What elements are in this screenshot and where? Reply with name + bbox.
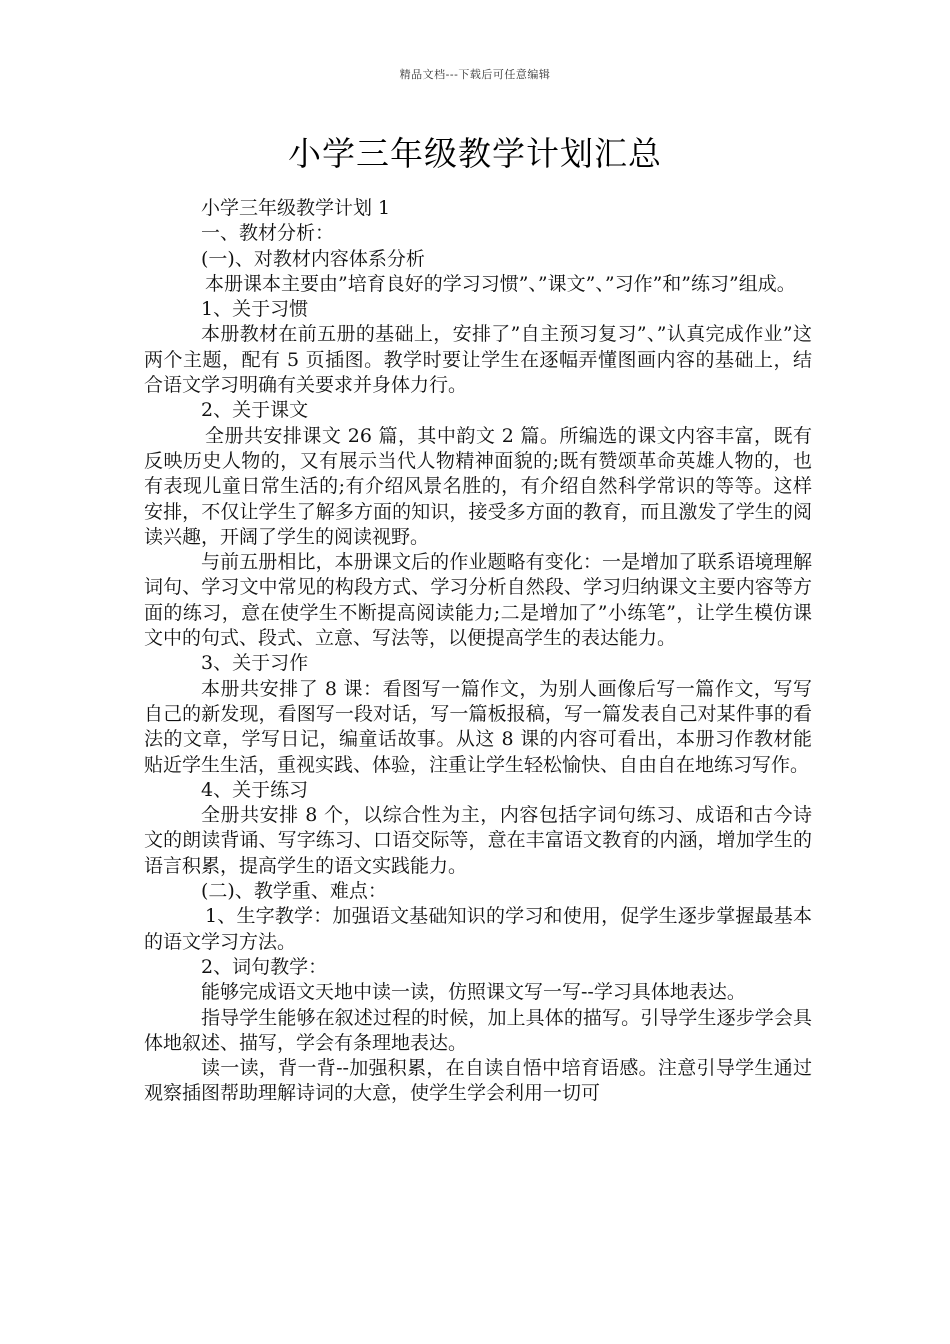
body-paragraph: 1、生字教学：加强语文基础知识的学习和使用，促学生逐步掌握最基本的语文学习方法。 bbox=[144, 905, 812, 953]
body-paragraph: 读一读，背一背--加强积累，在自读自悟中培育语感。注意引导学生通过观察插图帮助理解诗词的大意，使学生学会利用一切可 bbox=[144, 1057, 812, 1105]
body-paragraph: 本册共安排了 8 课：看图写一篇作文，为别人画像后写一篇作文，写写自己的新发现，看图写一段对话，写一篇板报稿，写一篇发表自己对某件事的看法的文章，学写日记，编童话故事。从这 8 课的内容可看出，本册习作教材能贴近学生生活，重视实践、体验，注重让学生轻松愉快、自由自在地练习写作。 bbox=[144, 677, 812, 776]
subsection-heading: 2、关于课文 bbox=[201, 399, 309, 422]
document-body bbox=[144, 196, 812, 1107]
section-heading: 小学三年级教学计划 1 bbox=[201, 197, 391, 219]
header-note: 精品文档---下载后可任意编辑 bbox=[399, 68, 551, 81]
body-paragraph: 本册教材在前五册的基础上，安排了”自主预习复习”、”认真完成作业”这两个主题，配有 5 页插图。教学时要让学生在逐幅弄懂图画内容的基础上，结合语文学习明确有关要求并身体力行。 bbox=[144, 323, 812, 397]
subsection-heading: (二)、教学重、难点： bbox=[201, 880, 387, 903]
body-paragraph: 与前五册相比，本册课文后的作业题略有变化：一是增加了联系语境理解词句、学习文中常见的构段方式、学习分析自然段、学习归纳课文主要内容等方面的练习，意在使学生不断提高阅读能力;二是增加了”小练笔”，让学生模仿课文中的句式、段式、立意、写法等，以便提高学生的表达能力。 bbox=[144, 551, 812, 650]
body-paragraph: 全册共安排课文 26 篇，其中韵文 2 篇。所编选的课文内容丰富，既有反映历史人物的，又有展示当代人物精神面貌的;既有赞颂革命英雄人物的，也有表现儿童日常生活的;有介绍风景名胜的，有介绍自然科学常识的等等。这样安排，不仅让学生了解多方面的知识，接受多方面的教育，而且激发了学生的阅读兴趣，开阔了学生的阅读视野。 bbox=[144, 424, 812, 548]
subsection-heading: 1、关于习惯 bbox=[201, 298, 309, 321]
subsection-heading: 2、词句教学： bbox=[201, 955, 328, 978]
document-title: 小学三年级教学计划汇总 bbox=[288, 134, 662, 173]
subsection-heading: (一)、对教材内容体系分析 bbox=[201, 247, 425, 270]
subsection-heading: 3、关于习作 bbox=[201, 652, 309, 675]
body-paragraph: 指导学生能够在叙述过程的时候，加上具体的描写。引导学生逐步学会具体地叙述、描写，学会有条理地表达。 bbox=[144, 1006, 812, 1054]
body-paragraph: 全册共安排 8 个，以综合性为主，内容包括字词句练习、成语和古今诗文的朗读背诵、写字练习、口语交际等，意在丰富语文教育的内涵，增加学生的语言积累，提高学生的语文实践能力。 bbox=[144, 804, 812, 877]
subsection-heading: 4、关于练习 bbox=[201, 778, 309, 801]
body-paragraph: 本册课本主要由”培育良好的学习习惯”、”课文”、”习作”和”练习”组成。 bbox=[205, 272, 796, 295]
body-paragraph: 能够完成语文天地中读一读，仿照课文写一写--学习具体地表达。 bbox=[201, 981, 746, 1004]
section-heading: 一、教材分析： bbox=[201, 222, 335, 245]
